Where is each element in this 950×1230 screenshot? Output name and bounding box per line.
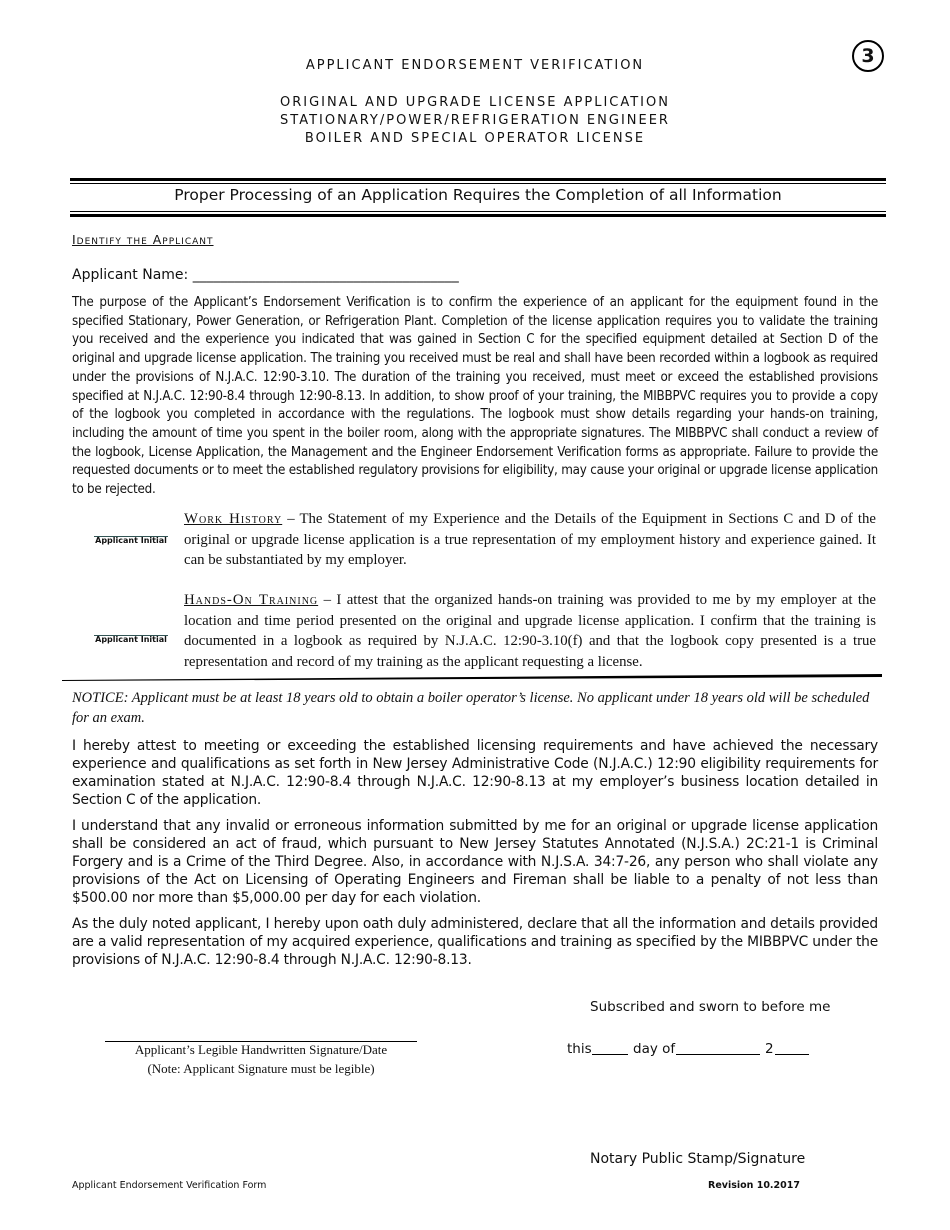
hands-on-training-attestation xyxy=(184,590,876,672)
applicant-signature-label: Applicant’s Legible Handwritten Signature/Date xyxy=(134,1042,388,1057)
banner-top-rule xyxy=(70,178,886,181)
declaration-paragraph-1: I hereby attest to meeting or exceeding the established licensing requirements and have achieved the necessary experience and qualifications as set forth in New Jersey Administrative Code (N.J.A.C.) 12:90 eligibility requirements for examination stated at N.J.A.C. 12:90-8.4 through N.J.A.C. 12:90-8.13 at my employer’s business location detailed in Section C of the application. xyxy=(72,738,878,808)
applicant-signature-note: (Note: Applicant Signature must be legible) xyxy=(147,1061,375,1076)
form-title: APPLICANT ENDORSEMENT VERIFICATION xyxy=(305,58,645,73)
tapered-divider xyxy=(62,672,882,682)
banner-bottom-rule xyxy=(70,214,886,217)
declaration-paragraph-2: I understand that any invalid or erroneous information submitted by me for an original or upgrade license application shall be considered an act of fraud, which pursuant to New Jersey Statutes Annotated (N.J.S.A.) 2C:21-1 is Criminal Forgery and is a Crime of the Third Degree. Also, in accordance with N.J.S.A. 34:7-26, any person who shall violate any provisions of the Act on Licensing of Operating Engineers and Fireman shall be liable to a penalty of not less than $500.00 nor more than $5,000.00 per day for each violation. xyxy=(72,818,878,906)
applicant-initial-label-1: Applicant Initial xyxy=(95,536,167,545)
applicant-initial-label-2: Applicant Initial xyxy=(95,635,167,644)
this-label: this xyxy=(567,1041,592,1057)
purpose-paragraph: The purpose of the Applicant’s Endorsement Verification is to confirm the experience of an applicant for the equipment found in the specified Stationary, Power Generation, or Refrigeration Plant. Completion of the license application requires you to validate the training you received and the experience you indicated that was gained in Section C for the specified equipment detailed at Section D of the original and upgrade license application. The training you received must be real and shall have been recorded within a logbook as required under the provisions of N.J.A.C. 12:90-3.10. The duration of the training you received, must meet or exceed the established provisions specified at N.J.A.C. 12:90-8.4 through 12:90-8.13. In addition, to show proof of your training, the MIBBPVC requires you to provide a copy of the logbook you completed in accordance with the regulations. The logbook must show details regarding your hands-on training, including the amount of time you spent in the boiler room, along with the appropriate signatures. The MIBBPVC shall conduct a review of the logbook, License Application, the Management and the Engineer Endorsement Verification forms as appropriate. Failure to provide the requested documents or to meet the established regulatory provisions for eligibility, may cause your original or upgrade license application to be rejected. xyxy=(72,295,878,498)
age-notice: NOTICE: Applicant must be at least 18 years old to obtain a boiler operator’s license. No applicant under 18 years old will be scheduled for an exam. xyxy=(72,690,870,726)
year-blank[interactable] xyxy=(775,1054,809,1055)
applicant-name-field[interactable]: Applicant Name: ______________________________________ xyxy=(72,267,459,283)
subtitle-line-1: ORIGINAL AND UPGRADE LICENSE APPLICATION xyxy=(280,95,670,110)
subtitle-line-2: STATIONARY/POWER/REFRIGERATION ENGINEER xyxy=(280,113,670,128)
year-prefix: 2 xyxy=(765,1041,774,1057)
work-history-attestation xyxy=(184,509,876,571)
page-number-badge: 3 xyxy=(852,40,884,72)
work-history-text: – The Statement of my Experience and the Details of the Equipment in Sections C and D of the original or upgrade license application is a true representation of my employment history and experience gained. It can be substantiated by my employer. xyxy=(184,511,876,568)
footer-revision: Revision 10.2017 xyxy=(708,1180,800,1191)
hands-on-training-title: Hands-On Training xyxy=(184,592,319,608)
banner-bottom-rule-thin xyxy=(70,211,886,212)
identify-heading: Identify the Applicant xyxy=(72,232,214,247)
notary-label: Notary Public Stamp/Signature xyxy=(590,1151,806,1167)
processing-banner: Proper Processing of an Application Requires the Completion of all Information xyxy=(174,186,782,204)
day-of-label: day of xyxy=(633,1041,676,1057)
month-blank[interactable] xyxy=(676,1054,760,1055)
banner-top-rule-thin xyxy=(70,183,886,184)
footer-form-name: Applicant Endorsement Verification Form xyxy=(72,1180,267,1191)
hands-on-training-text: – I attest that the organized hands-on training was provided to me by my employer at the location and time period presented on the original and upgrade license application. I confirm that the training is documented in a logbook as required by N.J.A.C. 12:90-3.10(f) and that the logbook copy presented is a true representation and record of my training as the applicant requesting a license. xyxy=(184,592,876,670)
day-blank[interactable] xyxy=(592,1054,628,1055)
declaration-paragraph-3: As the duly noted applicant, I hereby upon oath duly administered, declare that all the information and details provided are a valid representation of my acquired experience, qualifications and training as specified by the MIBBPVC under the provisions of N.J.A.C. 12:90-8.4 through N.J.A.C. 12:90-8.13. xyxy=(72,916,878,968)
sworn-label: Subscribed and sworn to before me xyxy=(590,999,831,1015)
work-history-title: Work History xyxy=(184,511,283,527)
subtitle-line-3: BOILER AND SPECIAL OPERATOR LICENSE xyxy=(304,131,646,146)
